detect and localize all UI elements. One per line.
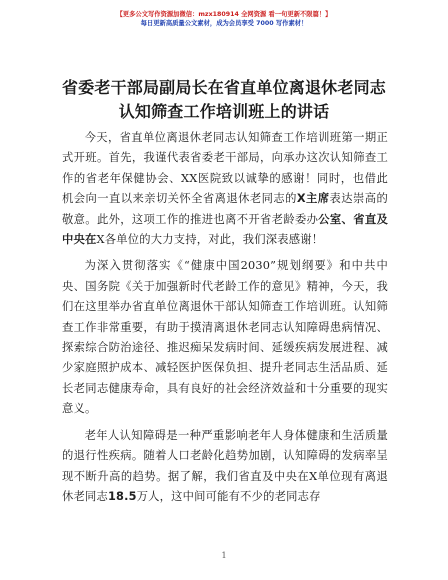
- title-line-2: 认知筛查工作培训班上的讲话: [118, 102, 330, 121]
- paragraph-text: 今天，省直单位离退休老同志认知筛查工作培训班第一期正式开班。首先，我谨代表省委老干部局，向承办这次认知筛查工作的省老年保健协会、XX医院致以诚挚的感谢！同时，也借此机会向一直以来亲切关怀全省离退休老同志的: [62, 131, 388, 206]
- paragraph-text: X各单位的大力支持，对此，我们深表感谢！: [96, 233, 324, 247]
- paragraph-text: 老年人认知障碍是一种严重影响老年人身体健康和生活质量的退行性疾病。随着人口老龄化趋势加剧，认知障碍的发病率呈现不断升高的趋势。据了解，我们省直及中央在X单位现有离退休老同志: [62, 428, 388, 503]
- banner-line-2: 每日更新高质量公文素材，成为会员享受 7000 写作素材！: [140, 20, 308, 27]
- banner-line-1: 【更多公文写作资源加微信：mzx180914 全网资源 看一句更新不限篇！】: [116, 11, 332, 18]
- emphasized-text: X主席: [296, 192, 330, 206]
- paragraph: [62, 426, 388, 508]
- document-body: [62, 128, 388, 513]
- paragraph-text: 为深入贯彻落实《“健康中国2030”规划纲要》和中共中央、国务院《关于加强新时代老龄工作的意见》精神，今天，我们在这里举办省直单位离退休干部认知筛查工作培训班。认知筛查工作非常重要，有助于摸清离退休老同志认知障碍患病情况、探索综合防治途径、推迟痴呆发病时间、延缓疾病发展进程、减少家庭照护成本、减轻医护医保负担、提升老同志生活品质、延长老同志健康寿命，具有良好的社会经济效益和十分重要的现实意义。: [62, 259, 388, 416]
- document-title: [0, 76, 448, 124]
- paragraph: [62, 256, 388, 419]
- page-number: 1: [221, 551, 227, 560]
- title-line-1: 省委老干部局副局长在省直单位离退休老同志: [61, 78, 386, 97]
- emphasized-text: 18.5: [108, 489, 137, 503]
- paragraph-text: 万人，这中间可能有不少的老同志存: [136, 489, 321, 503]
- header-banner: [0, 10, 448, 28]
- paragraph-text: 表达崇高的敬意。此外，这项工作的推进也离不开省老龄委办: [62, 192, 388, 226]
- emphasized-text: 公室、省直及中央在: [62, 212, 389, 247]
- paragraph: [62, 128, 388, 250]
